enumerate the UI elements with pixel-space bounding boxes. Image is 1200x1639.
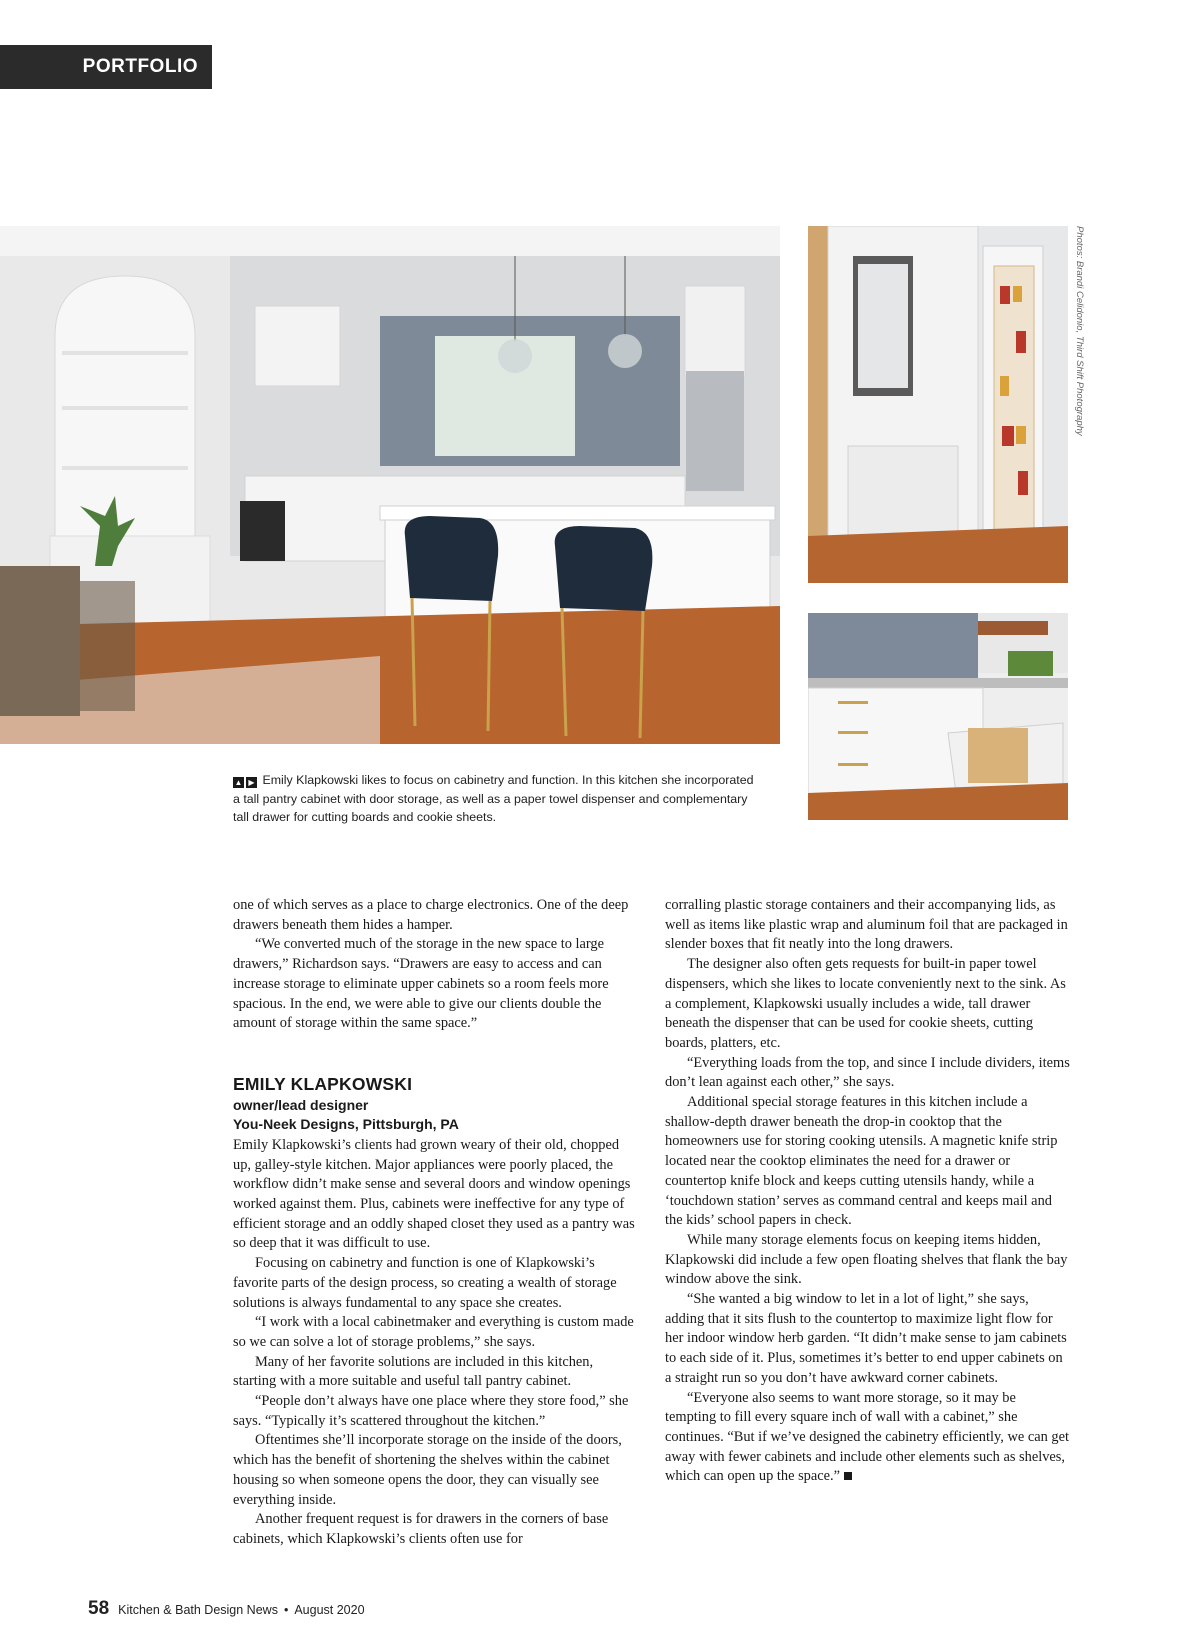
designer-name: EMILY KLAPKOWSKI: [233, 1073, 413, 1094]
paragraph: “We converted much of the storage in the new space to large drawers,” Richardson says. “Drawers are easy to access and can increase storage to eliminate upper cabinets so a room feels more spacious. In the end, we were able to give our clients double the amount of storage within the same space.”: [233, 936, 609, 1032]
paragraph: Focusing on cabinetry and function is one of Klapkowski’s favorite parts of the design process, so creating a wealth of storage solutions is always fundamental to any space she creates.: [233, 1255, 617, 1311]
paragraph: “She wanted a big window to let in a lot of light,” she says, adding that it sits flush to the countertop to maximize light flow for her indoor window herb garden. “It didn’t make sense to jam cabinets to each side of it. Plus, sometimes it’s better to end upper cabinets on a straight run so you don’t have awkward corner cabinets.: [665, 1291, 1067, 1386]
section-label: PORTFOLIO: [82, 56, 198, 77]
section-tab: [0, 45, 212, 89]
paragraph: corralling plastic storage containers and their accompanying lids, as well as items like plastic wrap and aluminum foil that are packaged in slender boxes that fit neatly into the long drawers.: [665, 897, 1068, 953]
article-column-right: [665, 896, 1070, 1487]
paragraph-text: “Everyone also seems to want more storage, so it may be tempting to fill every square inch of wall with a cabinet,” she continues. “But if we’ve designed the cabinetry efficiently, we can get away with fewer cabinets and include other elements such as shelves, which can open up the space.”: [665, 1389, 1069, 1485]
paragraph: “I work with a local cabinetmaker and everything is custom made so we can solve a lot of storage problems,” she says.: [233, 1314, 634, 1350]
paragraph: Emily Klapkowski’s clients had grown weary of their old, chopped up, galley-style kitchen. Major appliances were poorly placed, the workflow didn’t make sense and several doors and window openings worked against them. Plus, cabinets were ineffective for any type of efficient storage and an oddly shaped closet they used as a pantry was so deep that it was difficult to use.: [233, 1136, 635, 1252]
paragraph: “People don’t always have one place where they store food,” she says. “Typically it’s scattered throughout the kitchen.”: [233, 1393, 629, 1429]
paragraph: Additional special storage features in this kitchen include a shallow-depth drawer beneath the drop-in cooktop that the homeowners use for storing cooking utensils. A magnetic knife strip located near the cooktop eliminates the need for a drawer or countertop knife block and keeps cutting utensils handy, while a ‘touchdown station’ serves as command central and keeps mail and the kids’ school papers in check.: [665, 1094, 1058, 1229]
paragraph: [665, 1389, 1070, 1488]
paragraph: Another frequent request is for drawers in the corners of base cabinets, which Klapkowski’s clients often use for: [233, 1511, 609, 1547]
footer-separator: •: [283, 1603, 289, 1617]
end-mark-icon: [844, 1472, 852, 1480]
photo-caption: [233, 771, 763, 827]
drawer-photo: [808, 613, 1068, 820]
paragraph: Many of her favorite solutions are included in this kitchen, starting with a more suitable and useful tall pantry cabinet.: [233, 1353, 594, 1390]
designer-company: You-Neek Designs, Pittsburgh, PA: [233, 1116, 459, 1133]
arrow-right-icon: ▶: [246, 777, 257, 788]
photo-credit: Photos: Brandi Celidonio, Third Shift Photography: [1074, 226, 1085, 436]
designer-role: owner/lead designer: [233, 1096, 369, 1113]
paragraph: “Everything loads from the top, and since I include dividers, items don’t lean against each other,” she says.: [665, 1054, 1070, 1091]
caption-text: Emily Klapkowski likes to focus on cabinetry and function. In this kitchen she incorporated a tall pantry cabinet with door storage, as well as a paper towel dispenser and complementary tall drawer for cutting boards and cookie sheets.: [233, 773, 754, 824]
page-number: 58: [88, 1598, 110, 1619]
arrow-up-icon: ▲: [234, 778, 243, 787]
paragraph: one of which serves as a place to charge electronics. One of the deep drawers beneath them hides a hamper.: [233, 897, 629, 933]
designer-profile: [233, 1072, 637, 1135]
paragraph: Oftentimes she’ll incorporate storage on the inside of the doors, which has the benefit of shortening the shelves within the cabinet housing so when someone opens the door, they can visually see everything inside.: [233, 1432, 622, 1508]
pantry-photo: [808, 226, 1068, 583]
article-column-left: [233, 896, 637, 1550]
kitchen-photo-main: [0, 226, 780, 744]
paragraph: The designer also often gets requests for built-in paper towel dispensers, which she likes to locate conveniently next to the sink. As a complement, Klapkowski usually includes a wide, tall drawer beneath the dispenser that can be used for cookie sheets, cutting boards, platters, etc.: [665, 956, 1066, 1051]
page-footer: [88, 1598, 365, 1620]
issue-date: August 2020: [294, 1603, 365, 1617]
paragraph: While many storage elements focus on keeping items hidden, Klapkowski did include a few open floating shelves that flank the bay window above the sink.: [665, 1231, 1068, 1288]
publication-name: Kitchen & Bath Design News: [118, 1603, 278, 1617]
